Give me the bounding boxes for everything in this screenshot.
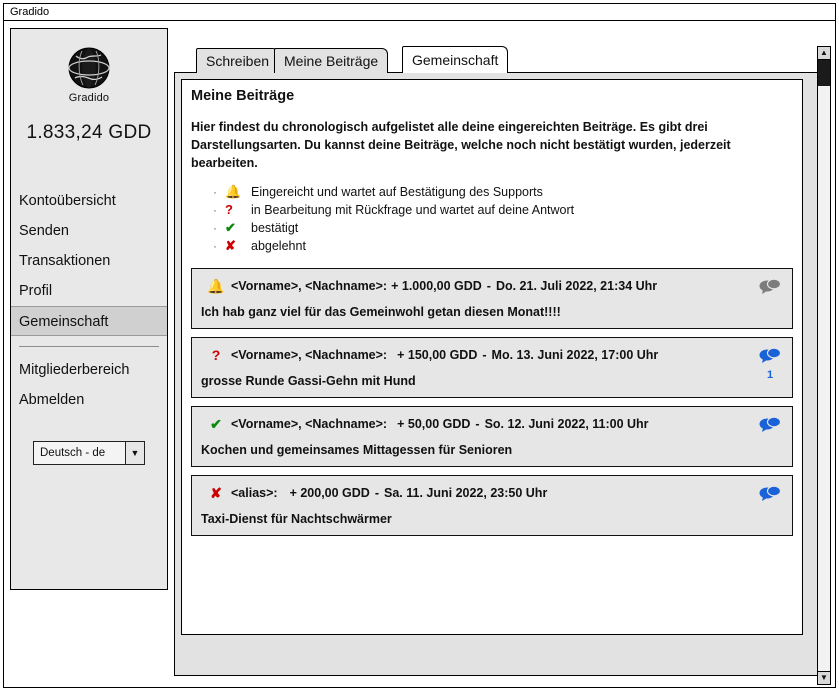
chevron-down-icon: ▼ — [125, 442, 144, 464]
contribution-amount: + 150,00 GDD — [397, 348, 478, 362]
intro-text: Hier findest du chronologisch aufgelistet alle deine eingereichten Beiträge. Es gibt drei Darstellungsarten. Du kannst deine Beiträge, welche noch nicht bestätigt wurden, jederzeit bearbeiten. — [191, 120, 731, 170]
comment-bubble-icon[interactable] — [757, 417, 783, 436]
list-item[interactable] — [191, 268, 793, 329]
window-titlebar — [4, 4, 835, 21]
comment-bubble-icon[interactable] — [757, 348, 783, 382]
tab-label: Gemeinschaft — [412, 52, 499, 68]
content-panel — [174, 72, 822, 676]
legend-label: in Bearbeitung mit Rückfrage und wartet auf deine Antwort — [251, 203, 575, 217]
sidebar-item-label: Mitgliederbereich — [19, 362, 130, 378]
sidebar-item-abmelden[interactable] — [11, 385, 167, 415]
comment-count: 1 — [766, 369, 774, 381]
tab-meine-beitraege[interactable] — [274, 48, 388, 73]
language-select-value: Deutsch - de — [40, 447, 106, 459]
window-body — [4, 21, 835, 687]
list-item[interactable] — [191, 337, 793, 398]
sidebar — [10, 28, 168, 590]
check-icon: ✔ — [225, 220, 236, 235]
contribution-text: Kochen und gemeinsames Mittagessen für Senioren — [201, 443, 513, 457]
comment-bubble-icon[interactable] — [757, 486, 783, 505]
sidebar-item-label: Transaktionen — [19, 253, 111, 269]
sidebar-item-label: Gemeinschaft — [19, 314, 109, 330]
bell-icon: 🔔 — [207, 277, 225, 294]
comment-bubble-glyph — [759, 348, 781, 364]
brand-label: Gradido — [68, 92, 110, 104]
sidebar-item-label: Profil — [19, 283, 53, 299]
comment-bubble-glyph — [759, 417, 781, 433]
contribution-author: <alias>: — [231, 486, 278, 500]
scroll-down-button[interactable]: ▼ — [818, 671, 830, 684]
question-mark-icon: ? — [225, 202, 233, 217]
sidebar-item-mitgliederbereich[interactable] — [11, 355, 167, 385]
globe-icon — [68, 47, 110, 89]
contribution-amount: + 50,00 GDD — [397, 417, 471, 431]
sidebar-item-kontouebersicht[interactable] — [11, 186, 167, 216]
contribution-list — [191, 268, 793, 536]
page-title: Meine Beiträge — [191, 88, 295, 104]
sidebar-item-gemeinschaft[interactable] — [11, 306, 167, 336]
contribution-text: grosse Runde Gassi-Gehn mit Hund — [201, 374, 416, 388]
question-mark-icon: ? — [211, 347, 221, 363]
language-select[interactable] — [33, 441, 145, 465]
comment-bubble-glyph — [759, 486, 781, 502]
app-window — [3, 3, 836, 688]
main-area — [174, 46, 822, 685]
check-icon: ✔ — [210, 415, 222, 432]
brand-logo — [11, 29, 167, 104]
contribution-date: So. 12. Juni 2022, 11:00 Uhr — [484, 417, 649, 431]
bell-icon: 🔔 — [225, 184, 242, 199]
comment-bubble-icon[interactable] — [757, 279, 783, 298]
contribution-amount: + 200,00 GDD — [289, 486, 370, 500]
scroll-up-button[interactable]: ▲ — [818, 47, 830, 60]
tab-bar — [196, 46, 822, 73]
legend-bullet: · — [213, 185, 217, 199]
window-title: Gradido — [10, 6, 50, 18]
legend-item — [213, 184, 793, 200]
sidebar-item-senden[interactable] — [11, 216, 167, 246]
legend-bullet: · — [213, 221, 217, 235]
legend-item — [213, 238, 793, 254]
legend-bullet: · — [213, 203, 217, 217]
separator: - — [486, 279, 491, 293]
contribution-date: Sa. 11. Juni 2022, 23:50 Uhr — [384, 486, 548, 500]
cross-icon: ✘ — [225, 238, 236, 253]
status-legend — [213, 184, 793, 254]
sidebar-item-label: Kontoübersicht — [19, 193, 116, 209]
sidebar-item-profil[interactable] — [11, 276, 167, 306]
scrollbar-thumb[interactable] — [818, 60, 830, 86]
account-balance: 1.833,24 GDD — [26, 122, 152, 143]
contribution-author: <Vorname>, <Nachname>: — [231, 417, 388, 431]
contribution-author: <Vorname>, <Nachname>: — [231, 348, 388, 362]
contribution-header — [201, 345, 783, 365]
list-item[interactable] — [191, 475, 793, 536]
content-card — [181, 79, 803, 635]
contribution-header — [201, 483, 783, 503]
list-item[interactable] — [191, 406, 793, 467]
legend-bullet: · — [213, 239, 217, 253]
contribution-date: Mo. 13. Juni 2022, 17:00 Uhr — [491, 348, 659, 362]
contribution-header — [201, 276, 783, 296]
tab-label: Meine Beiträge — [284, 53, 379, 69]
sidebar-item-transaktionen[interactable] — [11, 246, 167, 276]
contribution-header — [201, 414, 783, 434]
legend-label: abgelehnt — [251, 239, 306, 253]
contribution-text: Taxi-Dienst für Nachtschwärmer — [201, 512, 392, 526]
separator: - — [374, 486, 380, 500]
sidebar-nav — [11, 186, 167, 415]
legend-label: Eingereicht und wartet auf Bestätigung des Supports — [251, 185, 543, 199]
separator: - — [475, 417, 480, 431]
legend-item — [213, 202, 793, 218]
separator: - — [482, 348, 487, 362]
cross-icon: ✘ — [210, 484, 222, 501]
sidebar-divider — [19, 346, 159, 347]
legend-label: bestätigt — [251, 221, 299, 235]
contribution-date: Do. 21. Juli 2022, 21:34 Uhr — [495, 279, 658, 293]
tab-schreiben[interactable] — [196, 48, 279, 73]
sidebar-item-label: Senden — [19, 223, 69, 239]
comment-bubble-glyph — [759, 279, 781, 295]
sidebar-item-label: Abmelden — [19, 392, 85, 408]
vertical-scrollbar[interactable] — [817, 46, 831, 685]
contribution-author: <Vorname>, <Nachname>: — [231, 279, 388, 293]
contribution-text: Ich hab ganz viel für das Gemeinwohl getan diesen Monat!!!! — [201, 305, 561, 319]
contribution-amount: + 1.000,00 GDD — [391, 279, 482, 293]
legend-item — [213, 220, 793, 236]
tab-gemeinschaft[interactable] — [402, 46, 508, 73]
tab-label: Schreiben — [206, 53, 270, 69]
